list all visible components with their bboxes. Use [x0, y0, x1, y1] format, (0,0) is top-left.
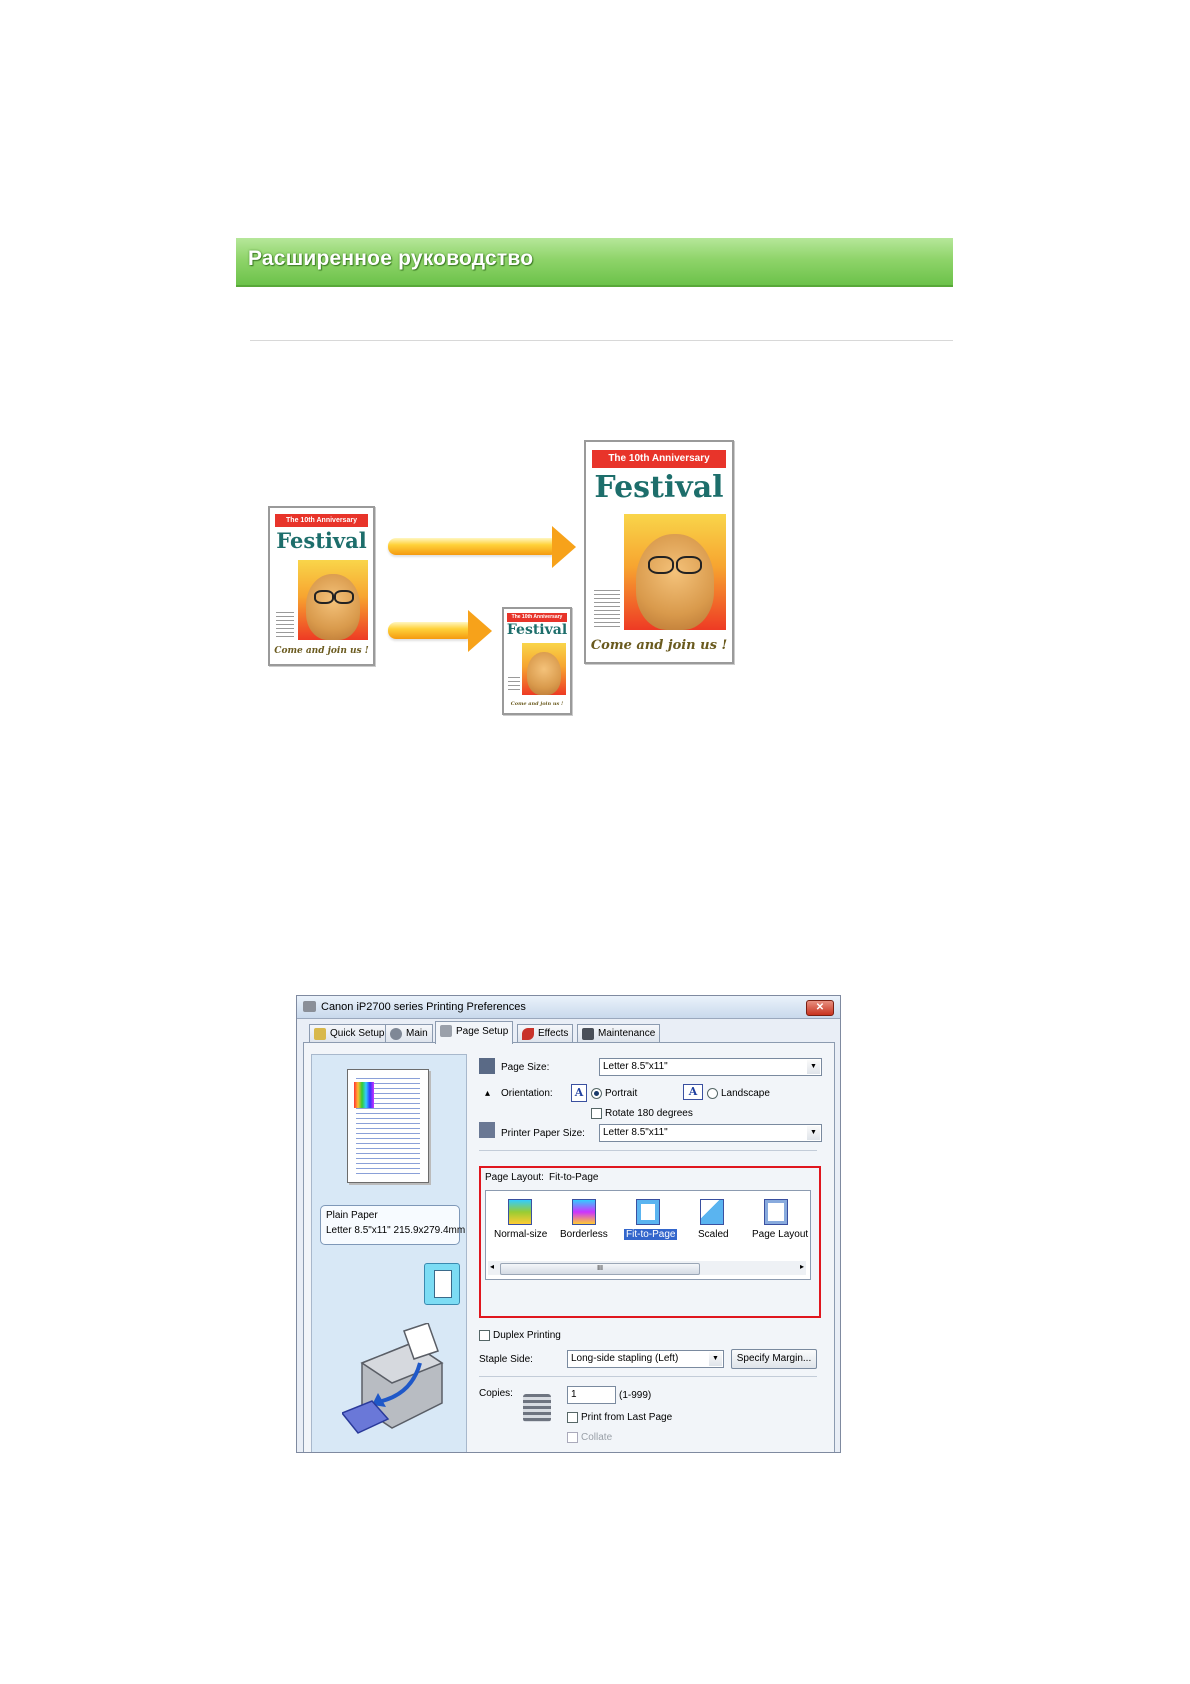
dog-image — [636, 534, 714, 630]
poster-banner: The 10th Anniversary — [592, 450, 726, 468]
main-icon — [390, 1028, 402, 1040]
poster-reduced — [502, 607, 572, 715]
guide-header-banner — [236, 238, 953, 287]
paper-size-info: Letter 8.5"x11" 215.9x279.4mm — [326, 1225, 466, 1236]
preview-page — [347, 1069, 429, 1183]
copies-input[interactable]: 1 — [567, 1386, 616, 1404]
tab-page-setup[interactable]: Page Setup — [435, 1021, 513, 1044]
staple-side-label: Staple Side: — [479, 1354, 533, 1365]
printer-paper-icon — [479, 1122, 495, 1138]
chevron-down-icon: ▼ — [807, 1126, 820, 1140]
portrait-label[interactable]: Portrait — [605, 1088, 638, 1099]
scaled-icon[interactable] — [700, 1199, 724, 1225]
orientation-marker: ▴ — [485, 1088, 491, 1099]
maintenance-icon — [582, 1028, 594, 1040]
poster-original — [268, 506, 375, 666]
poster-title: Festival — [594, 470, 724, 505]
portrait-radio[interactable] — [591, 1088, 602, 1099]
landscape-radio[interactable] — [707, 1088, 718, 1099]
dog-image — [527, 652, 561, 695]
normal-size-icon[interactable] — [508, 1199, 532, 1225]
poster-text-lines — [594, 590, 620, 628]
chevron-down-icon: ▼ — [709, 1352, 722, 1366]
tab-effects[interactable]: Effects — [517, 1024, 573, 1043]
close-button[interactable]: ✕ — [806, 1000, 834, 1016]
page-layout-list — [485, 1190, 811, 1280]
copies-stack-icon — [523, 1394, 551, 1422]
borderless-icon[interactable] — [572, 1199, 596, 1225]
poster-title: Festival — [276, 528, 367, 553]
arrow-to-large — [388, 538, 558, 555]
poster-tagline: Come and join us ! — [510, 701, 564, 707]
rotate-label[interactable]: Rotate 180 degrees — [605, 1108, 693, 1119]
arrow-to-large-head — [552, 526, 576, 568]
scroll-right-icon[interactable]: ▸ — [799, 1262, 804, 1271]
poster-title: Festival — [506, 622, 568, 638]
copies-label: Copies: — [479, 1388, 513, 1399]
dog-glasses — [648, 556, 674, 574]
page-layout-icon[interactable] — [764, 1199, 788, 1225]
tab-maintenance[interactable]: Maintenance — [577, 1024, 660, 1043]
arrow-to-small-head — [468, 610, 492, 652]
printing-preferences-dialog — [296, 995, 841, 1453]
page-layout-label: Page Layout: — [485, 1172, 544, 1183]
poster-tagline: Come and join us ! — [590, 638, 728, 653]
layout-item-page-layout[interactable]: Page Layout — [752, 1229, 809, 1240]
copies-range: (1-999) — [619, 1390, 652, 1401]
header-divider — [250, 340, 953, 341]
guide-title: Расширенное руководство — [248, 247, 534, 270]
page-layout-group — [479, 1166, 821, 1318]
chevron-down-icon: ▼ — [807, 1060, 820, 1074]
poster-banner: The 10th Anniversary — [507, 613, 567, 622]
dog-image — [306, 574, 360, 640]
page-setup-icon — [440, 1025, 452, 1037]
poster-text-lines — [276, 612, 294, 638]
poster-enlarged — [584, 440, 734, 664]
layout-horizontal-scrollbar[interactable] — [488, 1261, 806, 1275]
page-layout-value: Fit-to-Page — [549, 1172, 599, 1183]
poster-photo — [624, 514, 726, 630]
quick-setup-icon — [314, 1028, 326, 1040]
poster-text-lines — [508, 677, 520, 693]
tab-quick-setup[interactable]: Quick Setup — [309, 1024, 389, 1043]
layout-item-borderless[interactable]: Borderless — [560, 1229, 608, 1240]
section-divider — [479, 1150, 817, 1151]
orientation-preview-button[interactable] — [424, 1263, 460, 1305]
page-size-icon — [479, 1058, 495, 1074]
paper-info-box — [320, 1205, 466, 1245]
poster-tagline: Come and join us ! — [274, 646, 369, 656]
print-from-last-page-label[interactable]: Print from Last Page — [581, 1412, 673, 1423]
collate-checkbox[interactable] — [567, 1432, 578, 1443]
dialog-titlebar — [297, 996, 840, 1019]
landscape-label[interactable]: Landscape — [721, 1088, 770, 1099]
layout-item-normal-size[interactable]: Normal-size — [494, 1229, 548, 1240]
portrait-page-icon — [434, 1270, 452, 1298]
layout-item-fit-to-page[interactable]: Fit-to-Page — [626, 1229, 676, 1240]
printer-illustration — [342, 1323, 452, 1443]
specify-margin-button[interactable]: Specify Margin... — [731, 1349, 817, 1369]
section-divider — [479, 1376, 817, 1377]
arrow-to-small — [388, 622, 474, 639]
poster-banner: The 10th Anniversary — [275, 514, 368, 527]
settings-preview — [311, 1054, 467, 1453]
page-size-select[interactable]: Letter 8.5"x11" ▼ — [599, 1058, 822, 1076]
scrollbar-thumb[interactable]: III — [500, 1263, 700, 1275]
preview-image — [354, 1082, 374, 1108]
paper-type: Plain Paper — [326, 1210, 378, 1221]
dog-glasses — [676, 556, 702, 574]
landscape-a-icon: A — [683, 1084, 703, 1100]
dialog-title: Canon iP2700 series Printing Preferences — [321, 1001, 526, 1013]
dog-glasses — [334, 590, 354, 604]
poster-photo — [522, 643, 566, 695]
tab-main[interactable]: Main — [385, 1024, 433, 1043]
printer-icon — [303, 1001, 316, 1012]
layout-item-scaled[interactable]: Scaled — [698, 1229, 729, 1240]
page-size-label: Page Size: — [501, 1062, 550, 1073]
poster-photo — [298, 560, 368, 640]
collate-label[interactable]: Collate — [581, 1432, 613, 1443]
fit-to-page-icon[interactable] — [636, 1199, 660, 1225]
staple-side-select[interactable]: Long-side stapling (Left) ▼ — [567, 1350, 724, 1368]
printer-paper-size-label: Printer Paper Size: — [501, 1128, 585, 1139]
scroll-left-icon[interactable]: ◂ — [490, 1262, 495, 1271]
printer-paper-size-select[interactable]: Letter 8.5"x11" ▼ — [599, 1124, 822, 1142]
rotate-checkbox[interactable] — [591, 1108, 602, 1119]
orientation-label: Orientation: — [501, 1088, 553, 1099]
portrait-a-icon: A — [571, 1084, 587, 1102]
duplex-label[interactable]: Duplex Printing — [493, 1330, 561, 1341]
dog-glasses — [314, 590, 334, 604]
effects-icon — [522, 1028, 534, 1040]
print-from-last-page-checkbox[interactable] — [567, 1412, 578, 1423]
duplex-checkbox[interactable] — [479, 1330, 490, 1341]
